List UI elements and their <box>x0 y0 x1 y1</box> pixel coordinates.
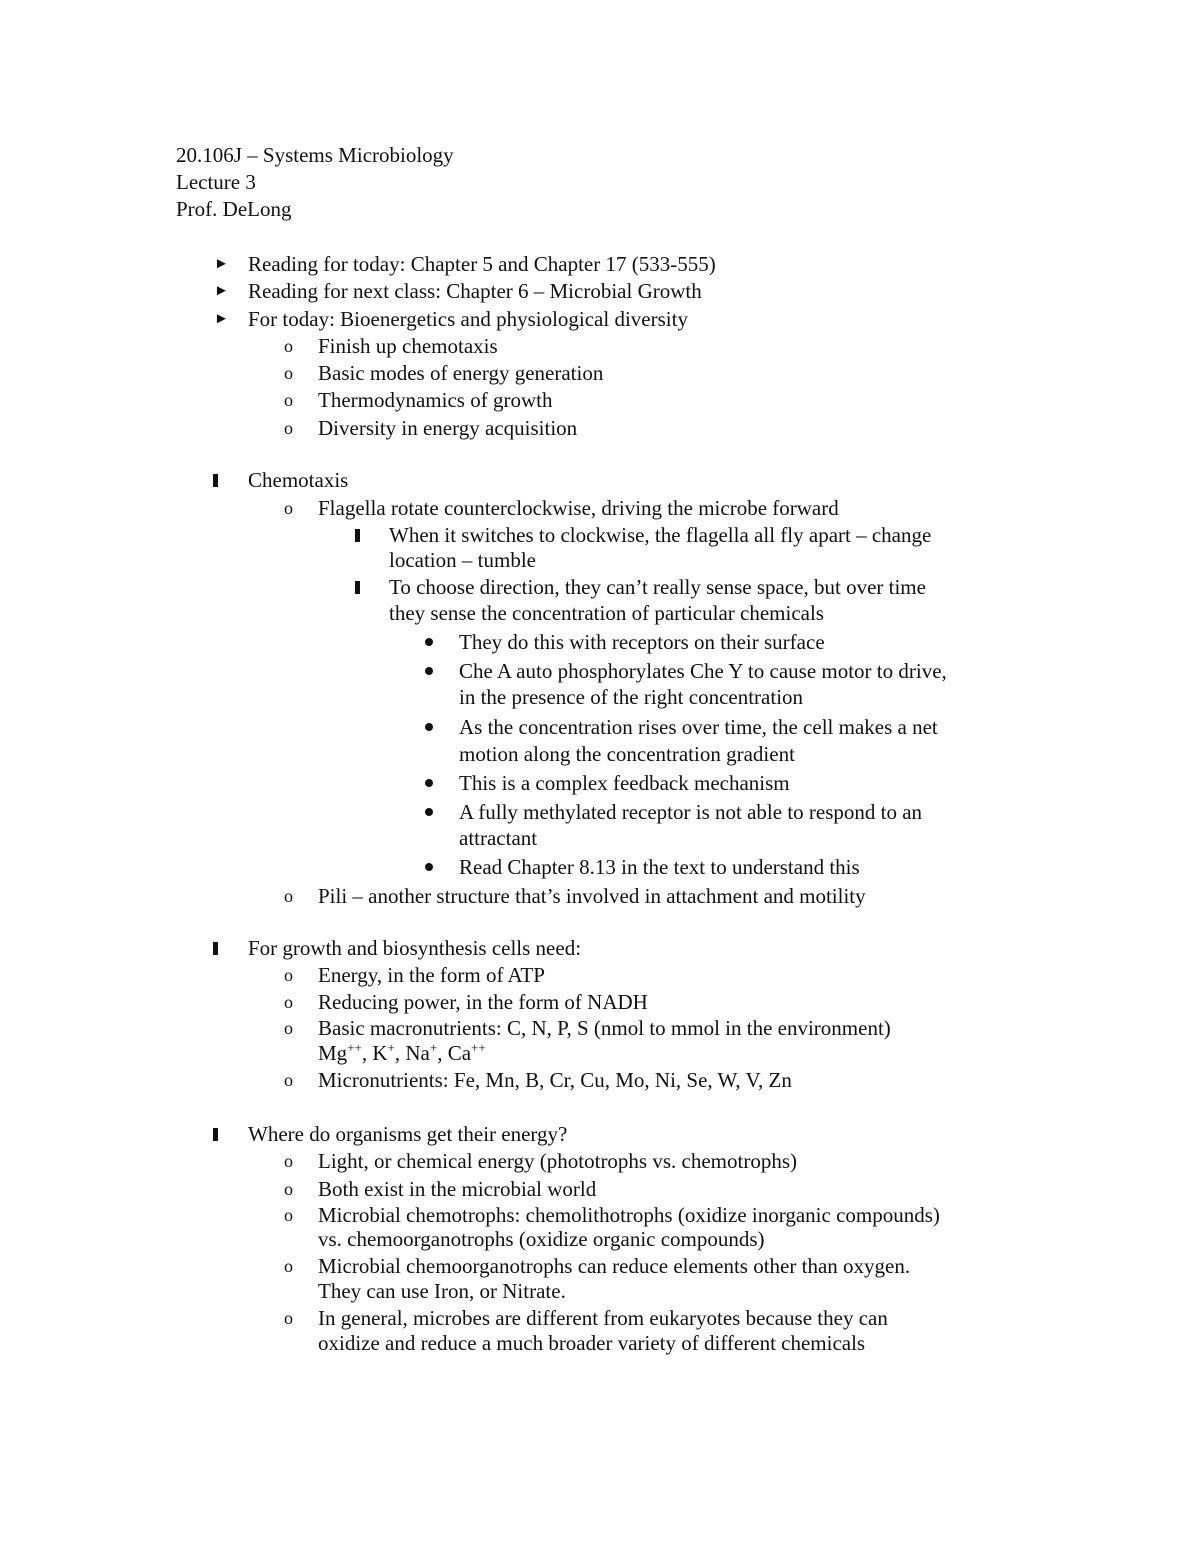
circle-bullet-icon: o <box>284 992 293 1012</box>
square-bullet-icon <box>355 523 360 550</box>
circle-bullet-icon: o <box>284 1018 293 1038</box>
subtopic-item: Thermodynamics of growth <box>318 388 553 412</box>
energy-item-line1: Microbial chemotrophs: chemolithotrophs (oxidize inorganic compounds) <box>318 1203 940 1227</box>
professor-name: Prof. DeLong <box>176 197 292 221</box>
reading-today: Reading for today: Chapter 5 and Chapter 17 (533-555) <box>248 252 716 276</box>
growth-item: Reducing power, in the form of NADH <box>318 990 648 1014</box>
arrow-bullet-icon: ► <box>214 283 229 299</box>
course-title: 20.106J – Systems Microbiology <box>176 143 454 167</box>
circle-bullet-icon: o <box>284 965 293 985</box>
flagella-item: Flagella rotate counterclockwise, driving the microbe forward <box>318 496 839 520</box>
reading-next: Reading for next class: Chapter 6 – Microbial Growth <box>248 279 702 303</box>
square-bullet-icon <box>213 936 218 963</box>
circle-bullet-icon: o <box>284 1070 293 1090</box>
circle-bullet-icon: o <box>284 1179 293 1199</box>
pili-item: Pili – another structure that’s involved in attachment and motility <box>318 884 866 908</box>
dot-bullet-icon <box>425 659 433 683</box>
circle-bullet-icon: o <box>284 363 293 383</box>
subtopic-item: Diversity in energy acquisition <box>318 416 578 440</box>
switch-item-line2: location – tumble <box>389 548 536 572</box>
arrow-bullet-icon: ► <box>214 311 229 327</box>
circle-bullet-icon: o <box>284 498 293 518</box>
energy-item-line1: Microbial chemoorganotrophs can reduce elements other than oxygen. <box>318 1254 911 1278</box>
dot-bullet-icon <box>425 855 433 879</box>
square-bullet-icon <box>355 575 360 602</box>
detail-item-line2: attractant <box>459 826 538 850</box>
circle-bullet-icon: o <box>284 418 293 438</box>
direction-item-line1: To choose direction, they can’t really sense space, but over time <box>389 575 926 599</box>
square-bullet-icon <box>213 468 218 495</box>
detail-item: This is a complex feedback mechanism <box>459 771 790 795</box>
growth-item: Energy, in the form of ATP <box>318 963 545 987</box>
circle-bullet-icon: o <box>284 1256 293 1276</box>
dot-bullet-icon <box>425 715 433 739</box>
detail-item-line1: A fully methylated receptor is not able to respond to an <box>459 800 923 824</box>
detail-item: Read Chapter 8.13 in the text to understand this <box>459 855 860 879</box>
dot-bullet-icon <box>425 800 433 824</box>
square-bullet-icon <box>213 1122 218 1149</box>
topic-today: For today: Bioenergetics and physiological diversity <box>248 307 688 331</box>
lecture-number: Lecture 3 <box>176 170 256 194</box>
dot-bullet-icon <box>425 630 433 654</box>
section-energy-source: Where do organisms get their energy? <box>248 1122 568 1146</box>
circle-bullet-icon: o <box>284 1151 293 1171</box>
direction-item-line2: they sense the concentration of particular chemicals <box>389 601 824 625</box>
circle-bullet-icon: o <box>284 1308 293 1328</box>
subtopic-item: Finish up chemotaxis <box>318 334 498 358</box>
circle-bullet-icon: o <box>284 336 293 356</box>
circle-bullet-icon: o <box>284 390 293 410</box>
energy-item-line1: In general, microbes are different from eukaryotes because they can <box>318 1306 888 1330</box>
circle-bullet-icon: o <box>284 1205 293 1225</box>
macronutrients-ions: Mg++, K+, Na+, Ca++ <box>318 1040 486 1065</box>
energy-item: Light, or chemical energy (phototrophs vs. chemotrophs) <box>318 1149 798 1173</box>
energy-item-line2: They can use Iron, or Nitrate. <box>318 1279 566 1303</box>
energy-item: Both exist in the microbial world <box>318 1177 597 1201</box>
section-growth: For growth and biosynthesis cells need: <box>248 936 582 960</box>
section-chemotaxis: Chemotaxis <box>248 468 349 492</box>
detail-item: They do this with receptors on their surface <box>459 630 825 654</box>
micronutrients-item: Micronutrients: Fe, Mn, B, Cr, Cu, Mo, Ni, Se, W, V, Zn <box>318 1068 792 1092</box>
switch-item-line1: When it switches to clockwise, the flagella all fly apart – change <box>389 523 932 547</box>
detail-item-line2: in the presence of the right concentration <box>459 685 804 709</box>
circle-bullet-icon: o <box>284 886 293 906</box>
detail-item-line1: Che A auto phosphorylates Che Y to cause motor to drive, <box>459 659 947 683</box>
energy-item-line2: vs. chemoorganotrophs (oxidize organic compounds) <box>318 1227 765 1251</box>
detail-item-line1: As the concentration rises over time, the cell makes a net <box>459 715 938 739</box>
dot-bullet-icon <box>425 771 433 795</box>
energy-item-line2: oxidize and reduce a much broader variety of different chemicals <box>318 1331 866 1355</box>
subtopic-item: Basic modes of energy generation <box>318 361 604 385</box>
detail-item-line2: motion along the concentration gradient <box>459 742 795 766</box>
macronutrients-line1: Basic macronutrients: C, N, P, S (nmol to mmol in the environment) <box>318 1016 891 1040</box>
arrow-bullet-icon: ► <box>214 256 229 272</box>
